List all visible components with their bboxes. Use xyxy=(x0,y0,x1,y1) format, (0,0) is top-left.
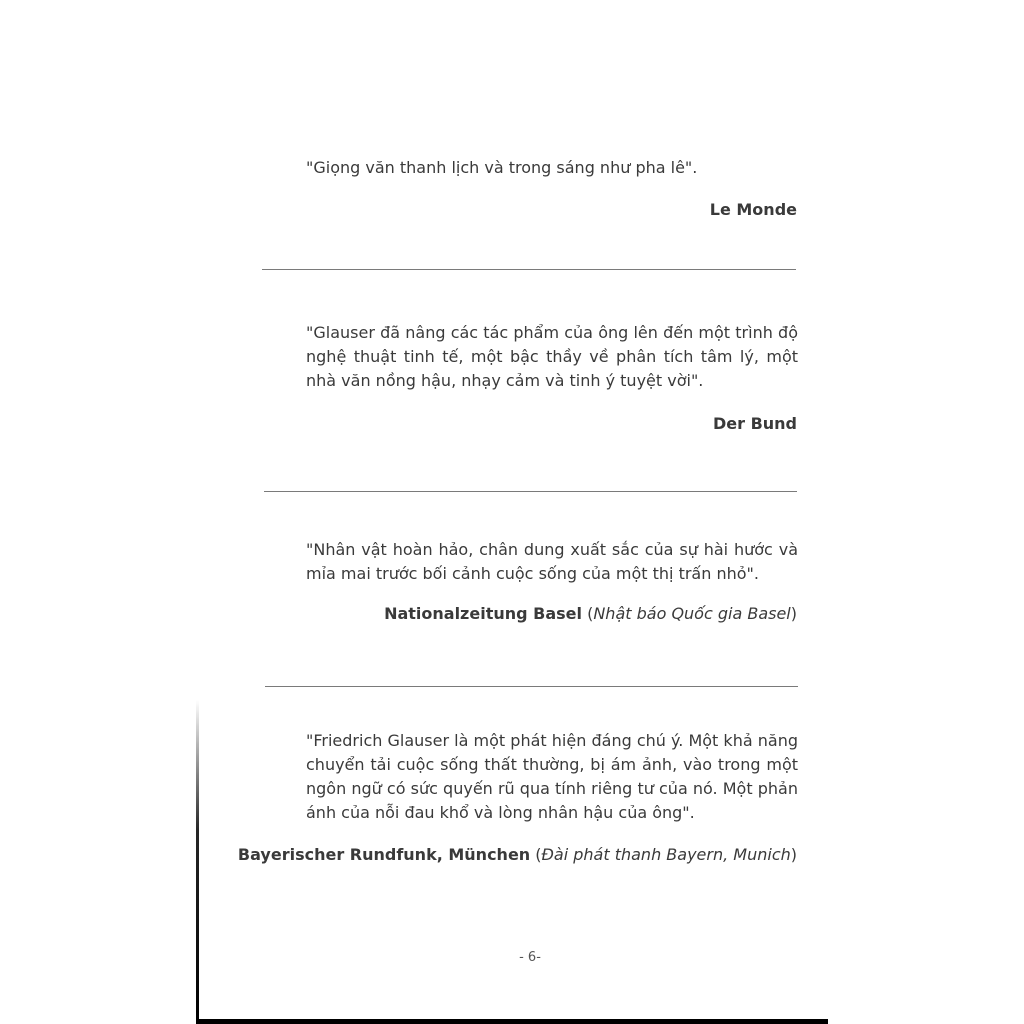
quote-source: Bayerischer Rundfunk, München (Đài phát thanh Bayern, Munich) xyxy=(237,845,797,864)
source-name: Nationalzeitung Basel xyxy=(384,604,582,623)
divider xyxy=(262,269,796,270)
quote-text: "Giọng văn thanh lịch và trong sáng như pha lê". xyxy=(306,158,698,177)
quote-source xyxy=(710,200,797,219)
quote-text: "Friedrich Glauser là một phát hiện đáng chú ý. Một khả năng chuyển tải cuộc sống thất thường, bị ám ảnh, vào trong một ngôn ngữ có sức quyến rũ qua tính riêng tư của nó. Một phản ánh của nỗi đau khổ và lòng nhân hậu của ông". xyxy=(306,731,798,822)
quote-text: "Nhân vật hoàn hảo, chân dung xuất sắc của sự hài hước và mỉa mai trước bối cảnh cuộc sống của một thị trấn nhỏ". xyxy=(306,540,798,583)
source-name: Le Monde xyxy=(709,200,797,219)
quote-source: Nationalzeitung Basel (Nhật báo Quốc gia Basel) xyxy=(384,604,797,623)
scan-edge-bottom xyxy=(196,1019,828,1024)
divider xyxy=(265,686,798,687)
quote-block-der-bund xyxy=(306,321,798,393)
source-name: Bayerischer Rundfunk, München xyxy=(237,845,531,864)
quote-source xyxy=(713,414,797,433)
quote-text: "Glauser đã nâng các tác phẩm của ông lên đến một trình độ nghệ thuật tinh tế, một bậc thầy về phân tích tâm lý, một nhà văn nồng hậu, nhạy cảm và tinh ý tuyệt vời". xyxy=(306,323,798,390)
scan-edge-left xyxy=(196,700,199,1024)
source-note: Đài phát thanh Bayern, Munich xyxy=(541,845,791,864)
quote-block-le-monde xyxy=(306,156,798,180)
source-note: Nhật báo Quốc gia Basel xyxy=(593,604,791,623)
source-name: Der Bund xyxy=(712,414,797,433)
quote-block-bayerischer-rundfunk xyxy=(306,729,798,825)
divider xyxy=(264,491,797,492)
page-number: - 6- xyxy=(519,950,541,965)
quote-block-nationalzeitung xyxy=(306,538,798,586)
